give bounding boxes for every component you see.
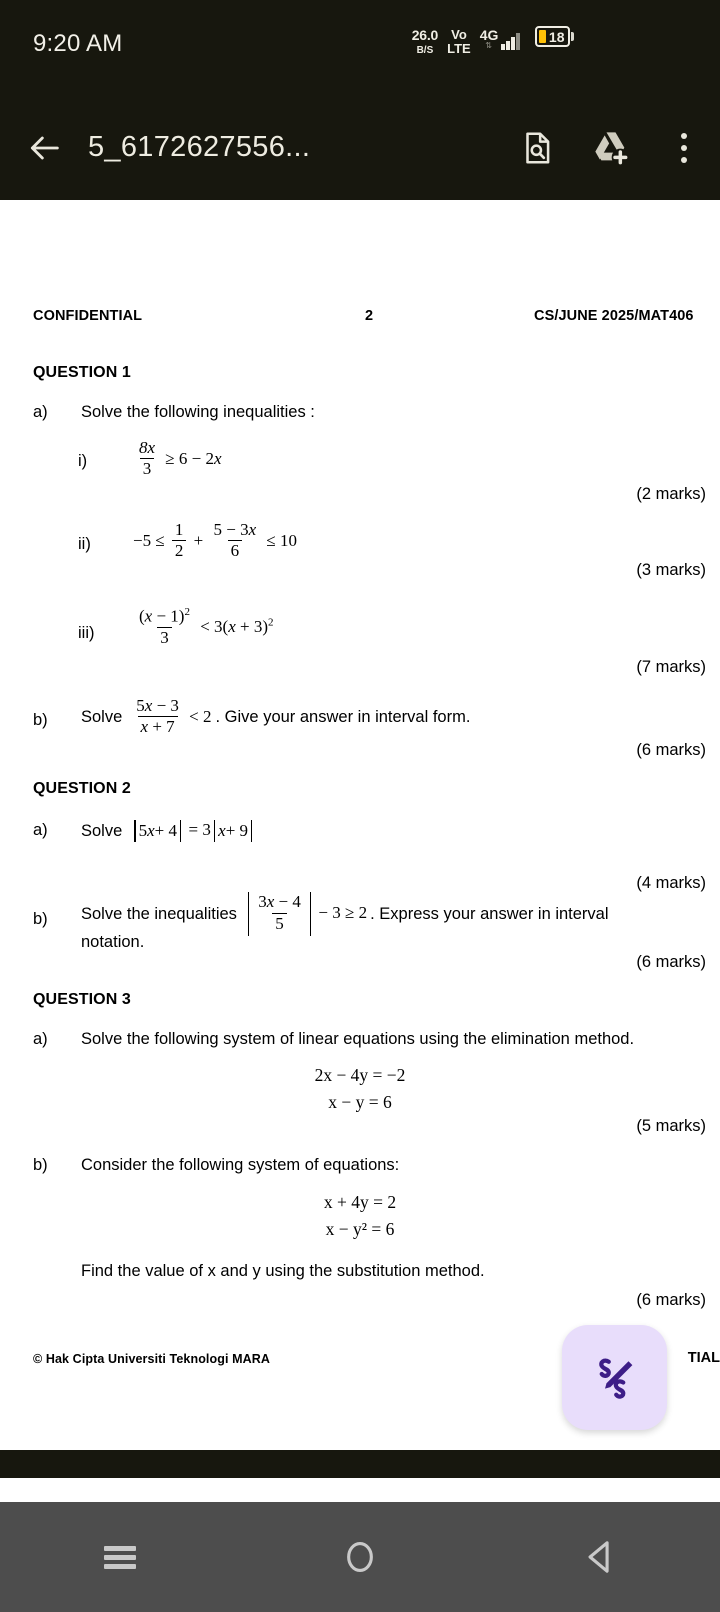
battery-tip	[571, 32, 574, 41]
status-bar	[0, 0, 720, 95]
more-options-dot	[681, 157, 687, 163]
document-search-icon	[518, 129, 556, 167]
q2-part-b-label: b)	[33, 910, 48, 928]
back-arrow-icon	[24, 128, 64, 168]
find-in-document-button[interactable]	[500, 129, 574, 167]
q3-a-marks: (5 marks)	[636, 1117, 706, 1135]
q2-a-text-before: Solve	[81, 821, 123, 840]
q2-part-b-text	[81, 892, 609, 936]
add-to-drive-button[interactable]	[574, 128, 648, 168]
q1-part-a-text: Solve the following inequalities :	[81, 403, 315, 421]
q3-a-eq1-text: 2x − 4y = −2	[314, 1065, 406, 1085]
q2-b-expression: $\frac{3x - 4}{5}$ − 3 ≥ 2	[245, 892, 367, 936]
q2-b-text-before: Solve the inequalities	[81, 904, 237, 923]
pen-scribble-icon	[585, 1348, 645, 1408]
q2-b-text-line2: notation.	[81, 933, 145, 951]
question-2-heading: QUESTION 2	[33, 780, 131, 797]
network-speed-unit: B/S	[416, 45, 434, 56]
home-button[interactable]	[240, 1537, 480, 1577]
battery-fill	[539, 30, 546, 43]
viewer-bottom-strip	[0, 1450, 720, 1478]
q1-a-iii-marks: (7 marks)	[636, 658, 706, 676]
q1-a-iii-expression: $\frac{(x - 1)^2}{3}$ < $3(x + 3)^2$	[139, 606, 274, 648]
volte-line-2: LTE	[447, 40, 471, 56]
q3-b-marks: (6 marks)	[636, 1291, 706, 1309]
more-options-dot	[681, 133, 687, 139]
q2-b-marks: (6 marks)	[636, 953, 706, 971]
q1-a-ii-expression: −5 ≤ $\frac{1}{2}$ + $\frac{5 - 3x}{6}$ ≤ 10	[133, 520, 297, 561]
q1-part-b-label: b)	[33, 711, 48, 729]
q3-b-equation-1	[0, 1192, 720, 1213]
q1-part-a-label: a)	[33, 403, 48, 421]
q1-a-i-marks: (2 marks)	[636, 485, 706, 503]
annotate-fab[interactable]	[562, 1325, 667, 1430]
home-icon	[343, 1537, 377, 1577]
question-1-heading: QUESTION 1	[33, 364, 131, 381]
system-navigation-bar	[0, 1502, 720, 1612]
header-confidential: CONFIDENTIAL	[33, 308, 143, 324]
q1-b-text-before: Solve	[81, 708, 123, 727]
data-transfer-arrows-icon: ⇅	[485, 41, 492, 50]
network-speed-value: 26.0	[411, 27, 439, 43]
network-type-label: 4G	[479, 27, 499, 43]
copyright-notice: © Hak Cipta Universiti Teknologi MARA	[33, 1352, 271, 1366]
header-paper-code: CS/JUNE 2025/MAT406	[534, 308, 694, 324]
q3-b-text-after: Find the value of x and y using the substitution method.	[81, 1262, 485, 1280]
more-options-button[interactable]	[648, 133, 720, 163]
back-icon	[583, 1538, 617, 1576]
q1-a-i-label: i)	[78, 452, 88, 470]
volte-line-1: Vo	[451, 27, 467, 42]
q2-b-text-after: . Express your answer in interval	[370, 904, 609, 923]
signal-bars-icon	[501, 34, 520, 51]
status-clock: 9:20 AM	[33, 30, 123, 57]
more-options-dot	[681, 145, 687, 151]
footer-confidential-clipped: TIAL	[687, 1350, 720, 1366]
cellular-signal-indicator	[480, 26, 520, 51]
recents-icon	[104, 1542, 136, 1573]
q3-part-a-label: a)	[33, 1030, 48, 1048]
q2-a-marks: (4 marks)	[636, 874, 706, 892]
q3-part-a-text: Solve the following system of linear equations using the elimination method.	[81, 1030, 635, 1048]
q3-a-equation-2	[0, 1092, 720, 1113]
q1-b-text-after: . Give your answer in interval form.	[215, 708, 471, 727]
q3-a-eq2-text: x − y = 6	[328, 1092, 392, 1112]
app-toolbar	[0, 95, 720, 200]
header-page-number: 2	[365, 308, 374, 324]
q3-b-eq2-text: x − y² = 6	[325, 1219, 395, 1239]
status-icons	[412, 26, 574, 56]
q1-a-ii-marks: (3 marks)	[636, 561, 706, 579]
document-page[interactable]	[0, 200, 720, 1450]
q1-b-marks: (6 marks)	[636, 741, 706, 759]
recents-button[interactable]	[0, 1542, 240, 1573]
battery-percent-label: 18	[548, 28, 565, 45]
q1-part-b-text	[81, 698, 470, 738]
network-speed-indicator	[412, 26, 438, 56]
q1-b-expression: $\frac{5x - 3}{x + 7}$ < 2	[136, 696, 212, 737]
battery-indicator	[535, 26, 574, 47]
q1-a-i-expression: $\frac{8x}{3}$ ≥ 6 − 2x	[139, 438, 222, 479]
add-to-drive-icon	[591, 128, 631, 168]
q2-part-a-label: a)	[33, 821, 48, 839]
volte-icon	[447, 26, 471, 55]
q2-a-expression: 5 x + 4 = 3 x + 9	[131, 820, 255, 842]
q3-part-b-label: b)	[33, 1156, 48, 1174]
bottom-spacer	[0, 1478, 720, 1502]
document-title: 5_6172627556...	[88, 131, 311, 163]
q3-part-b-text: Consider the following system of equations:	[81, 1156, 400, 1174]
q3-b-eq1-text: x + 4y = 2	[323, 1192, 397, 1212]
back-button[interactable]	[0, 128, 88, 168]
q3-a-equation-1	[0, 1065, 720, 1086]
q1-a-ii-label: ii)	[78, 535, 91, 553]
q2-part-a-text	[81, 820, 255, 842]
question-3-heading: QUESTION 3	[33, 991, 131, 1008]
q1-a-iii-label: iii)	[78, 624, 95, 642]
q3-b-equation-2	[0, 1219, 720, 1240]
back-nav-button[interactable]	[480, 1538, 720, 1576]
